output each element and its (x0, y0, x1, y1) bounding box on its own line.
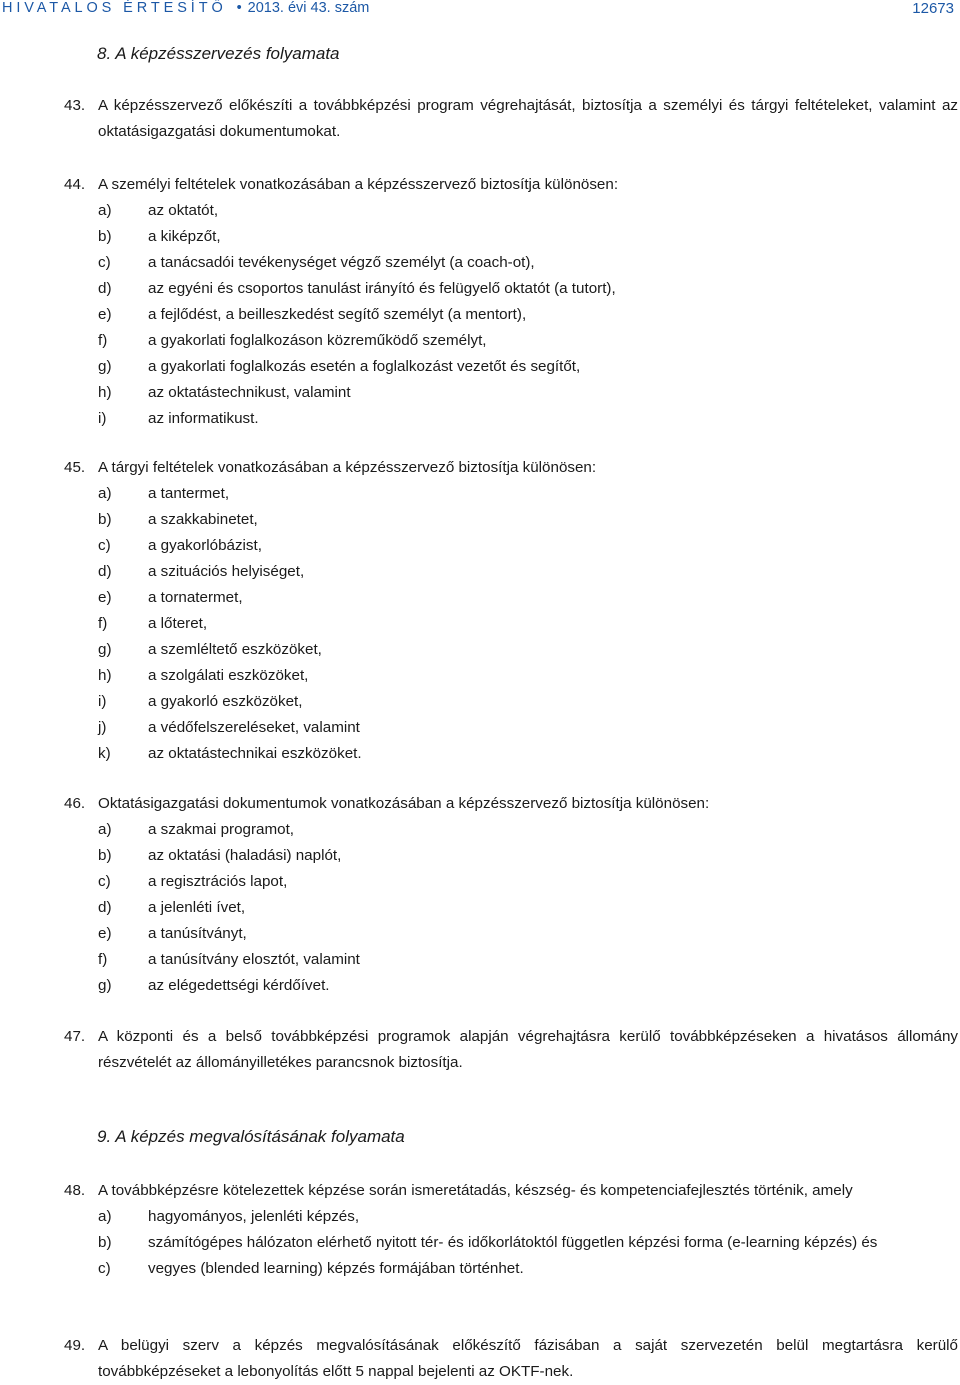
item-label: e) (98, 306, 112, 323)
paragraph-number: 48. (64, 1182, 86, 1199)
item-text: a védőfelszereléseket, valamint (148, 719, 360, 736)
item-text: a kiképzőt, (148, 228, 221, 245)
page-header (0, 0, 960, 22)
item-text: vegyes (blended learning) képzés formájában történhet. (148, 1260, 524, 1277)
list-item (64, 198, 958, 224)
item-label: i) (98, 693, 107, 710)
item-label: k) (98, 745, 111, 762)
paragraph-44 (64, 172, 958, 432)
list-item (64, 973, 958, 999)
item-label: g) (98, 977, 112, 994)
paragraph-text: Oktatásigazgatási dokumentumok vonatkozásában a képzésszervező biztosítja különösen: (98, 795, 710, 812)
item-text: a regisztrációs lapot, (148, 873, 288, 890)
paragraph-text: A központi és a belső továbbképzési programok alapján végrehajtásra kerülő továbbképzéseken a hivatásos állomány részvételét az állományilletékes parancsnok biztosítja. (98, 1028, 958, 1071)
item-label: b) (98, 511, 112, 528)
item-label: b) (98, 1234, 112, 1251)
paragraph-text: A képzésszervező előkészíti a továbbképzési program végrehajtását, biztosítja a személyi és tárgyi feltételeket, valamint az oktatásigazgatási dokumentumokat. (98, 97, 958, 140)
item-list (64, 481, 958, 767)
item-text: a szemléltető eszközöket, (148, 641, 322, 658)
item-text: a gyakorlati foglalkozás esetén a foglalkozást vezetőt és segítőt, (148, 358, 581, 375)
item-text: a gyakorlóbázist, (148, 537, 262, 554)
item-text: a lőteret, (148, 615, 208, 632)
item-text: az oktatót, (148, 202, 219, 219)
item-text: az elégedettségi kérdőívet. (148, 977, 330, 994)
page-number: 12673 (912, 0, 954, 17)
journal-name: HIVATALOS ÉRTESÍTŐ (2, 0, 227, 16)
item-text: az informatikust. (148, 410, 259, 427)
list-item (64, 559, 958, 585)
list-item (64, 1230, 958, 1256)
item-text: a jelenléti ívet, (148, 899, 246, 916)
item-label: e) (98, 589, 112, 606)
section-title-9: 9. A képzés megvalósításának folyamata (97, 1127, 405, 1146)
list-item (64, 250, 958, 276)
list-item (64, 276, 958, 302)
item-list (64, 817, 958, 999)
paragraph-text: A személyi feltételek vonatkozásában a képzésszervező biztosítja különösen: (98, 176, 619, 193)
item-list (64, 198, 958, 432)
item-text: az oktatási (haladási) naplót, (148, 847, 342, 864)
item-label: a) (98, 202, 112, 219)
item-label: h) (98, 667, 112, 684)
list-item (64, 843, 958, 869)
list-item (64, 611, 958, 637)
item-label: a) (98, 485, 112, 502)
item-label: d) (98, 563, 112, 580)
list-item (64, 947, 958, 973)
list-item (64, 715, 958, 741)
paragraph-number: 49. (64, 1337, 86, 1354)
list-item (64, 817, 958, 843)
list-item (64, 869, 958, 895)
item-label: c) (98, 873, 111, 890)
list-item (64, 354, 958, 380)
list-item (64, 533, 958, 559)
item-label: b) (98, 847, 112, 864)
item-text: a tanúsítvány elosztót, valamint (148, 951, 360, 968)
paragraph-text: A tárgyi feltételek vonatkozásában a képzésszervező biztosítja különösen: (98, 459, 597, 476)
item-text: a szituációs helyiséget, (148, 563, 305, 580)
paragraph-48 (64, 1178, 958, 1282)
paragraph-text: A továbbképzésre kötelezettek képzése során ismeretátadás, készség- és kompetenciafejlesztés történik, amely (98, 1182, 853, 1199)
item-label: f) (98, 332, 108, 349)
item-label: g) (98, 641, 112, 658)
separator-bullet: • (236, 0, 242, 16)
item-label: f) (98, 951, 108, 968)
item-text: a fejlődést, a beilleszkedést segítő személyt (a mentort), (148, 306, 527, 323)
issue-number: 2013. évi 43. szám (247, 0, 370, 16)
item-text: az oktatástechnikust, valamint (148, 384, 351, 401)
list-item (64, 481, 958, 507)
item-label: c) (98, 1260, 111, 1277)
item-text: az oktatástechnikai eszközöket. (148, 745, 362, 762)
paragraph-number: 43. (64, 97, 86, 114)
list-item (64, 1204, 958, 1230)
item-text: a tanácsadói tevékenységet végző személyt (a coach-ot), (148, 254, 535, 271)
list-item (64, 921, 958, 947)
list-item (64, 507, 958, 533)
list-item (64, 302, 958, 328)
item-text: a tornatermet, (148, 589, 243, 606)
paragraph-43 (64, 93, 958, 145)
item-label: d) (98, 899, 112, 916)
list-item (64, 663, 958, 689)
item-text: a szolgálati eszközöket, (148, 667, 309, 684)
paragraph-text: A belügyi szerv a képzés megvalósításának előkészítő fázisában a saját szervezetén belül megtartásra kerülő továbbképzéseket a lebonyolítás előtt 5 nappal bejelenti az OKTF-nek. (98, 1337, 958, 1380)
item-label: g) (98, 358, 112, 375)
paragraph-45 (64, 455, 958, 767)
item-text: a szakmai programot, (148, 821, 295, 838)
section-title-8: 8. A képzésszervezés folyamata (97, 44, 340, 63)
item-text: a tanúsítványt, (148, 925, 247, 942)
item-text: hagyományos, jelenléti képzés, (148, 1208, 360, 1225)
paragraph-number: 45. (64, 459, 86, 476)
paragraph-46 (64, 791, 958, 999)
list-item (64, 585, 958, 611)
list-item (64, 380, 958, 406)
item-label: d) (98, 280, 112, 297)
item-label: f) (98, 615, 108, 632)
item-label: e) (98, 925, 112, 942)
list-item (64, 689, 958, 715)
item-label: h) (98, 384, 112, 401)
paragraph-number: 47. (64, 1028, 86, 1045)
paragraph-number: 46. (64, 795, 86, 812)
item-text: a gyakorló eszközöket, (148, 693, 303, 710)
list-item (64, 741, 958, 767)
list-item (64, 406, 958, 432)
list-item (64, 637, 958, 663)
list-item (64, 224, 958, 250)
list-item (64, 1256, 958, 1282)
item-text: számítógépes hálózaton elérhető nyitott tér- és időkorlátoktól független képzési forma (e-learning képzés) és (148, 1234, 878, 1251)
journal-title (2, 0, 369, 16)
item-label: i) (98, 410, 107, 427)
paragraph-49 (64, 1333, 958, 1385)
item-label: b) (98, 228, 112, 245)
item-text: a gyakorlati foglalkozáson közreműködő személyt, (148, 332, 487, 349)
item-text: az egyéni és csoportos tanulást irányító és felügyelő oktatót (a tutort), (148, 280, 616, 297)
list-item (64, 895, 958, 921)
item-text: a tantermet, (148, 485, 230, 502)
item-text: a szakkabinetet, (148, 511, 258, 528)
item-list (64, 1204, 958, 1282)
list-item (64, 328, 958, 354)
paragraph-number: 44. (64, 176, 86, 193)
item-label: a) (98, 1208, 112, 1225)
item-label: j) (98, 719, 107, 736)
item-label: a) (98, 821, 112, 838)
item-label: c) (98, 254, 111, 271)
paragraph-47 (64, 1024, 958, 1076)
item-label: c) (98, 537, 111, 554)
